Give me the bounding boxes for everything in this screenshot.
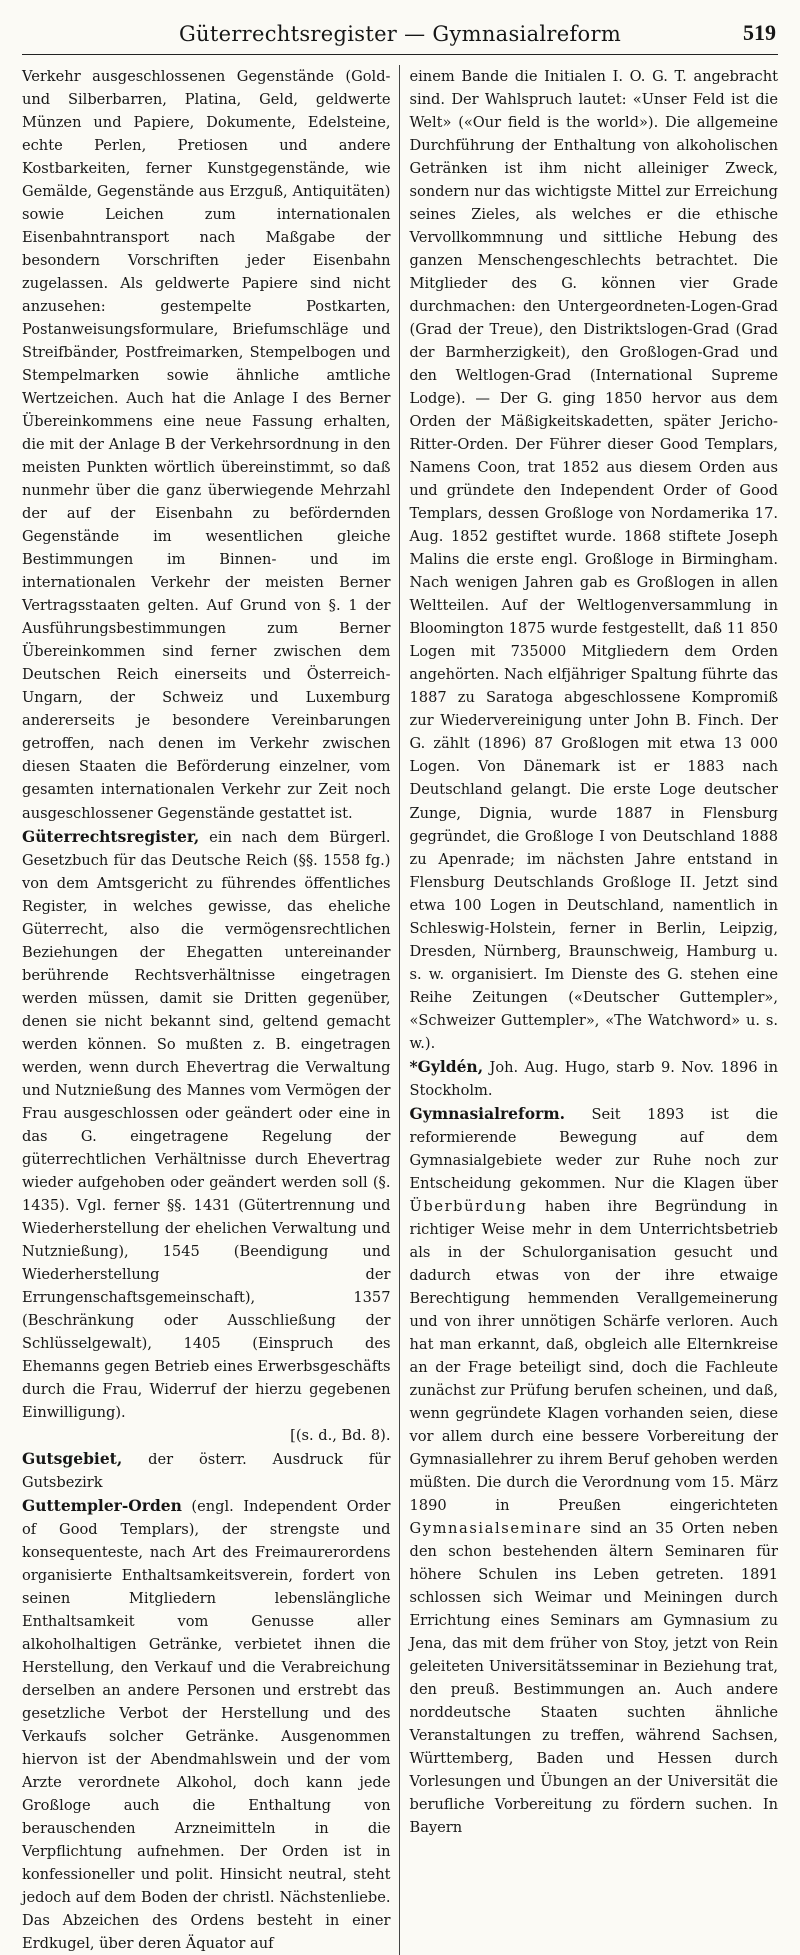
entry-text: (engl. Independent Order of Good Templars), der strengste und konsequenteste, nach Art des Freimaurerordens organisierte Enthaltsamkeitsverein, fordert von seinen Mitgliedern lebenslängliche Enthaltsamkeit vom Genusse aller alkoholhaltigen Getränke, verbietet ihnen die Herstellung, den Verkauf und die Verabreichung derselben an andere Personen und erstrebt das gesetzliche Verbot der Herstellung und des Verkaufs solcher Getränke. Ausgenommen hiervon ist der Abendmahlswein und der vom Arzte verordnete Alkohol, doch kann jede Großloge auch die Enthaltung von berauschenden Arzneimitteln in die Verpflichtung aufnehmen. Der Orden ist in konfessioneller und polit. Hinsicht neutral, steht jedoch auf dem Boden der christl. Nächstenliebe. Das Abzeichen des Ordens besteht in einer Erdkugel, über deren Äquator auf bbox=[22, 1497, 391, 1953]
entry-gutsgebiet bbox=[22, 1447, 391, 1494]
entry-text: haben ihre Begründung in richtiger Weise mehr in dem Unterrichtsbetrieb als in der Schulorganisation gesucht und dadurch etwas von der ihre etwaige Berechtigung hemmenden Verallgemeinerung und von ihrer unnötigen Schärfe verloren. Auch hat man erkannt, daß, obgleich alle Elternkreise an der Frage beteiligt sind, doch die Fachleute zunächst zur Prüfung berufen scheinen, und daß, wenn gegründete Klagen vorhanden seien, diese vor allem durch eine bessere Vorbereitung der Gymnasiallehrer zu ihrem Beruf gehoben werden müßten. Die durch die Verordnung vom 15. März 1890 in Preußen eingerichteten bbox=[409, 1197, 778, 1514]
right-column bbox=[400, 65, 779, 1955]
continued-paragraph: Verkehr ausgeschlossenen Gegenstände (Gold- und Silberbarren, Platina, Geld, geldwerte Münzen und Papiere, Dokumente, Edelsteine, echte Perlen, Pretiosen und andere Kostbarkeiten, ferner Kunstgegenstände, wie Gemälde, Gegenstände aus Erzguß, Antiquitäten) sowie Leichen zum internationalen Eisenbahntransport nach Maßgabe der besondern Vorschriften jeder Eisenbahn zugelassen. Als geldwerte Papiere sind nicht anzusehen: gestempelte Postkarten, Postanweisungsformulare, Briefumschläge und Streifbänder, Postfreimarken, Stempelbogen und Stempelmarken sowie ähnliche amtliche Wertzeichen. Auch hat die Anlage I des Berner Übereinkommens eine neue Fassung erhalten, die mit der Anlage B der Verkehrsordnung in den meisten Punkten wörtlich übereinstimmt, so daß nunmehr über die ganz überwiegende Mehrzahl der auf der Eisenbahn zu befördernden Gegenstände im wesentlichen gleiche Bestimmungen im Binnen- und im internationalen Verkehr der meisten Berner Vertragsstaaten gelten. Auf Grund von §. 1 der Ausführungsbestimmungen zum Berner Übereinkommen sind ferner zwischen dem Deutschen Reich einerseits und Österreich-Ungarn, der Schweiz und Luxemburg andererseits je besondere Vereinbarungen getroffen, nach denen im Verkehr zwischen diesen Staaten die Beförderung einzelner, vom gesamten internationalen Verkehr zur Zeit noch ausgeschlossener Gegenstände gestattet ist. bbox=[22, 68, 391, 822]
headword: Gymnasialreform. bbox=[409, 1103, 565, 1123]
left-column bbox=[22, 65, 400, 1955]
headword: Gutsgebiet, bbox=[22, 1448, 123, 1468]
entry-guttempler-orden bbox=[22, 1494, 391, 1955]
page-header bbox=[22, 16, 778, 55]
running-title: Güterrechtsregister — Gymnasialreform bbox=[178, 22, 622, 46]
entry-text: Joh. Aug. Hugo, starb 9. Nov. 1896 in Stockholm. bbox=[409, 1058, 778, 1099]
entry-gueterrechtsregister bbox=[22, 825, 391, 1447]
entry-text: sind an 35 Orten neben den schon bestehenden ältern Seminaren für höhere Schulen ins Leben getreten. 1891 schlossen sich Weimar und Meiningen durch Errichtung eines Seminars am Gymnasium zu Jena, das mit dem früher von Stoy, jetzt von Rein geleiteten Universitätsseminar in Beziehung trat, den preuß. Bestimmungen an. Auch andere norddeutsche Staaten suchten ähnliche Veranstaltungen zu treffen, während Sachsen, Württemberg, Baden und Hessen durch Vorlesungen und Übungen an der Universität die berufliche Vorbereitung zu fördern suchen. In Bayern bbox=[409, 1519, 778, 1837]
entry-text: Seit 1893 ist die reformierende Bewegung auf dem Gymnasialgebiete weder zur Ruhe noch zur Entscheidung gekommen. Nur die Klagen über bbox=[409, 1105, 778, 1192]
cross-reference: [(s. d., Bd. 8). bbox=[290, 1426, 391, 1444]
entry-gylden bbox=[410, 1055, 779, 1102]
emphasized-term: Überbürdung bbox=[409, 1197, 528, 1215]
headword: Güterrechtsregister, bbox=[22, 826, 200, 846]
entry-gymnasialreform bbox=[410, 1102, 779, 1840]
page-number: 519 bbox=[743, 20, 776, 45]
headword: Guttempler-Orden bbox=[22, 1495, 182, 1515]
continued-paragraph: einem Bande die Initialen I. O. G. T. angebracht sind. Der Wahlspruch lautet: «Unser Feld ist die Welt» («Our field is the world»). Die allgemeine Durchführung der Enthaltung von alkoholischen Getränken ist ihm nicht alleiniger Zweck, sondern nur das wichtigste Mittel zur Erreichung seines Zieles, als welches er die ethische Vervollkommnung und sittliche Hebung des ganzen Menschengeschlechts betrachtet. Die Mitglieder des G. können vier Grade durchmachen: den Untergeordneten-Logen-Grad (Grad der Treue), den Distriktslogen-Grad (Grad der Barmherzigkeit), den Großlogen-Grad und den Weltlogen-Grad (International Supreme Lodge). — Der G. ging 1850 hervor aus dem Orden der Mäßigkeitskadetten, später Jericho-Ritter-Orden. Der Führer dieser Good Templars, Namens Coon, trat 1852 aus diesem Orden aus und gründete den Independent Order of Good Templars, dessen Großloge von Nordamerika 17. Aug. 1852 gestiftet wurde. 1868 stiftete Joseph Malins die erste engl. Großloge in Birmingham. Nach wenigen Jahren gab es Großlogen in allen Weltteilen. Auf der Weltlogenversammlung in Bloomington 1875 wurde festgestellt, daß 11 850 Logen mit 735000 Mitgliedern dem Orden angehörten. Nach elfjähriger Spaltung führte das 1887 zu Saratoga abgeschlossene Kompromiß zur Wiedervereinigung unter John B. Finch. Der G. zählt (1896) 87 Großlogen mit etwa 13 000 Logen. Von Dänemark ist er 1883 nach Deutschland gelangt. Die erste Loge deutscher Zunge, Dignia, wurde 1887 in Flensburg gegründet, die Großloge I von Deutschland 1888 zu Apenrade; im nächsten Jahre entstand in Flensburg Deutschlands Großloge II. Jetzt sind etwa 100 Logen in Deutschland, namentlich in Schleswig-Holstein, ferner in Berlin, Leipzig, Dresden, Nürnberg, Braunschweig, Hamburg u. s. w. organisiert. Im Dienste des G. stehen eine Reihe Zeitungen («Deutscher Guttempler», «Schweizer Guttempler», «The Watchword» u. s. w.). bbox=[409, 68, 778, 1052]
headword: *Gyldén, bbox=[409, 1056, 484, 1076]
text-columns bbox=[22, 65, 778, 1955]
emphasized-term: Gymnasialseminare bbox=[409, 1519, 583, 1537]
entry-text: der österr. Ausdruck für Gutsbezirk bbox=[22, 1450, 391, 1491]
entry-text: ein nach dem Bürgerl. Gesetzbuch für das Deutsche Reich (§§. 1558 fg.) von dem Amtsgericht zu führendes öffentliches Register, in welches gewisse, das eheliche Güterrecht, also die vermögensrechtlichen Beziehungen der Ehegatten untereinander berührende Rechtsverhältnisse eingetragen werden müssen, damit sie Dritten gegenüber, denen sie nicht bekannt sind, geltend gemacht werden können. So mußten z. B. eingetragen werden, wenn durch Ehevertrag die Verwaltung und Nutznießung des Mannes vom Vermögen der Frau ausgeschlossen oder geändert oder eine in das G. eingetragene Regelung der güterrechtlichen Verhältnisse durch Ehevertrag wieder aufgehoben oder geändert werden soll (§. 1435). Vgl. ferner §§. 1431 (Gütertrennung und Wiederherstellung der ehelichen Verwaltung und Nutznießung), 1545 (Beendigung und Wiederherstellung der Errungenschaftsgemeinschaft), 1357 (Beschränkung oder Ausschließung der Schlüsselgewalt), 1405 (Einspruch des Ehemanns gegen Betrieb eines Erwerbsgeschäfts durch die Frau, Widerruf der hierzu gegebenen Einwilligung). bbox=[22, 828, 391, 1421]
